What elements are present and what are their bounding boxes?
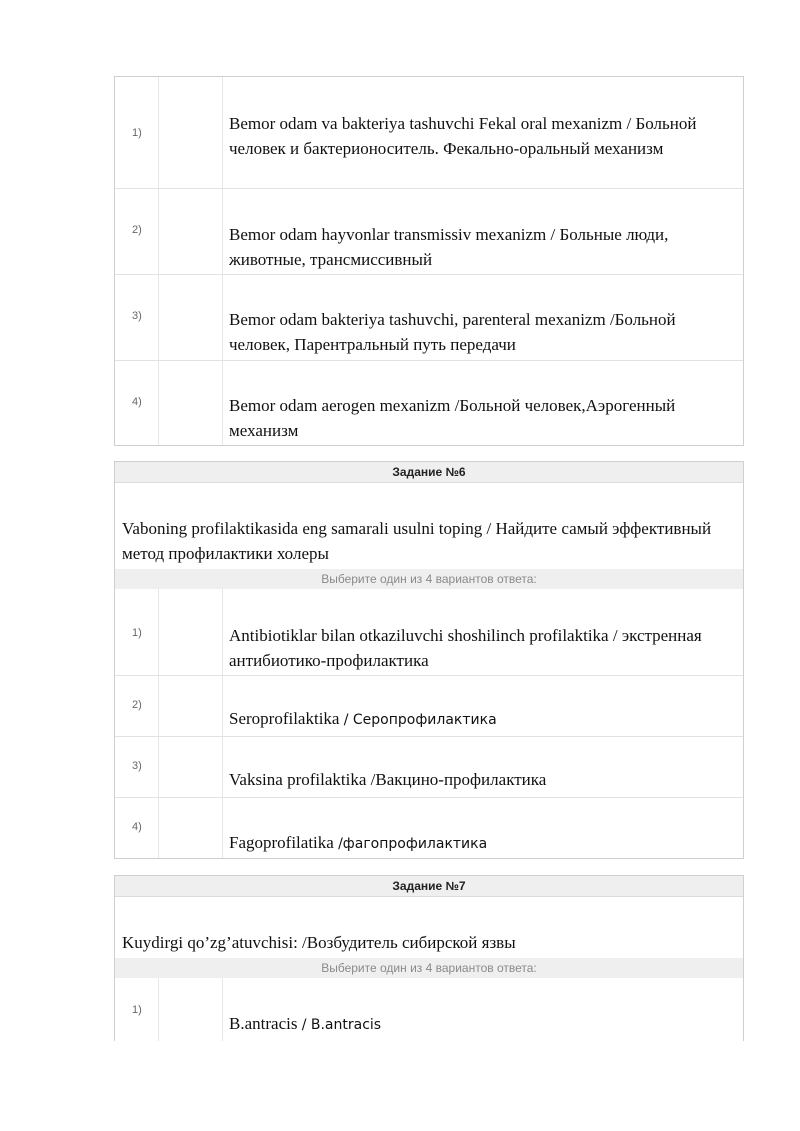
- answer-text: [229, 830, 733, 857]
- answer-text-ru: / B.antracis: [301, 1017, 382, 1033]
- answer-text-uz: Seroprofilaktika: [229, 709, 344, 728]
- answer-row[interactable]: [115, 589, 743, 676]
- answer-row[interactable]: [115, 736, 743, 798]
- answer-text: Bemor odam bakteriya tashuvchi, parenteral mexanizm /Больной человек, Парентральный путь передачи: [229, 310, 676, 354]
- answer-row[interactable]: [115, 77, 743, 189]
- answer-text-ru: / Серопрофилактика: [343, 712, 497, 728]
- question-text: Vaboning profilaktikasida eng samarali usulni toping / Найдите самый эффективный метод профилактики холеры: [122, 519, 712, 563]
- answer-text-ru: /фагопрофилактика: [338, 836, 488, 852]
- answer-row[interactable]: [115, 675, 743, 737]
- task5-answers-block: [114, 76, 744, 446]
- answer-text-uz: B.antracis: [229, 1014, 302, 1033]
- answer-text: Bemor odam aerogen mexanizm /Больной человек,Аэрогенный механизм: [229, 396, 676, 440]
- answer-number: 1): [132, 127, 142, 139]
- answer-number: 4): [132, 821, 142, 833]
- answer-row[interactable]: [115, 274, 743, 361]
- answer-row[interactable]: [115, 188, 743, 275]
- answer-hint: Выберите один из 4 вариантов ответа:: [115, 958, 743, 978]
- answer-number: 3): [132, 310, 142, 322]
- answer-number: 3): [132, 760, 142, 772]
- answer-number: 2): [132, 224, 142, 236]
- task6-block: [114, 461, 744, 859]
- answer-row[interactable]: [115, 978, 743, 1042]
- question-text: Kuydirgi qo’zg’atuvchisi: /Возбудитель сибирской язвы: [122, 933, 516, 952]
- task-title: Задание №6: [115, 462, 743, 483]
- answer-row[interactable]: [115, 797, 743, 859]
- answer-number: 1): [132, 1004, 142, 1016]
- answer-hint: Выберите один из 4 вариантов ответа:: [115, 569, 743, 589]
- answer-text: [229, 1011, 733, 1038]
- answer-text: [229, 706, 733, 733]
- answer-text-uz: Fagoprofilatika: [229, 833, 339, 852]
- answer-text: Antibiotiklar bilan otkaziluvchi shoshilinch profilaktika / экстренная антибиотико-профилактика: [229, 626, 702, 670]
- task7-block: [114, 875, 744, 1041]
- answer-number: 2): [132, 699, 142, 711]
- task-title: Задание №7: [115, 876, 743, 897]
- answer-text: Bemor odam hayvonlar transmissiv mexanizm / Больные люди, животные, трансмиссивный: [229, 225, 669, 269]
- answer-number: 1): [132, 627, 142, 639]
- answers-table: [115, 978, 743, 1041]
- answer-row[interactable]: [115, 360, 743, 446]
- answer-text: Vaksina profilaktika /Вакцино-профилактика: [229, 770, 547, 789]
- answer-text: Bemor odam va bakteriya tashuvchi Fekal oral mexanizm / Больной человек и бактерионоситель. Фекально-оральный механизм: [229, 114, 697, 158]
- answers-table: [115, 589, 743, 858]
- answer-number: 4): [132, 396, 142, 408]
